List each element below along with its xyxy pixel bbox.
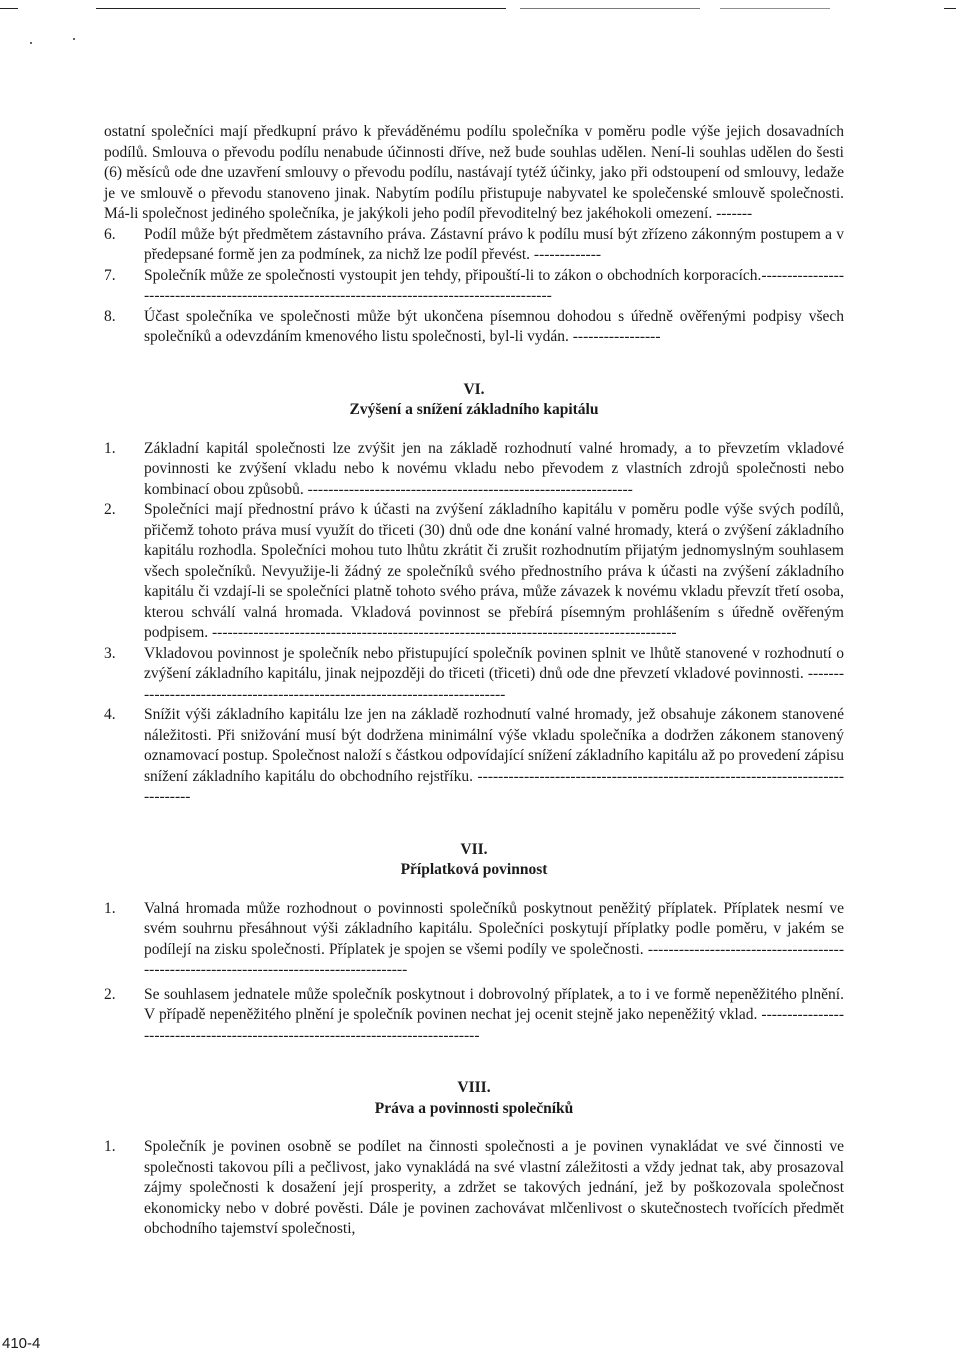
- item-text: Snížit výši základního kapitálu lze jen na základě rozhodnutí valné hromady, jež obsahuje zákonem stanovené náležitosti. Při snižování musí být dodržena minimální výše vkladu společníka a dodržen zákonem stanovený oznamovací postup. Společnost naloží s částkou odpovídající snížení základního kapitálu až po provedení zápisu snížení základního kapitálu do obchodního rejstříku. --------------------------------------------------------------------------------: [144, 706, 844, 805]
- item-text: Valná hromada může rozhodnout o povinnosti společníků poskytnout peněžitý příplatek. Příplatek nesmí ve svém souhrnu přesáhnout výši základního kapitálu. Společníci poskytují příplatky podle poměru, v jakém se podílejí na zisku společnosti. Příplatek je spojen se všemi podíly ve společnosti. -----------------------------------------------------------------------------------------: [144, 899, 844, 978]
- section-vii-title: Příplatková povinnost: [400, 861, 548, 878]
- scan-mark: [0, 8, 18, 9]
- item-text: Společník může ze společnosti vystoupit jen tehdy, připouští-li to zákon o obchodních korporacích.-----------------------------------------------------------------------------------------------: [144, 266, 844, 304]
- scan-speck: [30, 42, 32, 44]
- list-item: [104, 644, 844, 706]
- item-number: 2.: [104, 985, 116, 1003]
- item-number: 7.: [104, 266, 116, 284]
- list-item: [104, 225, 844, 266]
- list-item: [104, 985, 844, 1047]
- item-number: 1.: [104, 899, 116, 917]
- section-viii-number: VIII.: [457, 1079, 491, 1096]
- item-number: 4.: [104, 706, 116, 723]
- section-vii-number: VII.: [460, 840, 488, 858]
- intro-paragraph: ostatní společníci mají předkupní právo k převáděnému podílu společníka v poměru podle výše jejich dosavadních podílů. Smlouva o převodu podílu nenabude účinnosti dříve, než bude souhlas udělen. Není-li souhlas udělen do šesti (6) měsíců ode dne uzavření smlouvy o převodu podílu, nastávají tytéž účinky, jako při odstoupení od smlouvy, ledaže je ve smlouvě o převodu stanoveno jinak. Nabytím podílu přistupuje nabyvatel ke společenské smlouvě společnosti. Má-li společnost jediného společníka, je jakýkoli jeho podíl převoditelný bez jakéhokoli omezení. -------: [104, 123, 844, 222]
- scan-mark: [944, 8, 956, 9]
- list-item: [104, 266, 844, 307]
- scan-rule: [720, 8, 830, 9]
- section-vi-number: VI.: [463, 380, 485, 398]
- item-text: Společníci mají přednostní právo k účasti na zvýšení základního kapitálu v poměru podle výše svých podílů, přičemž tohoto práva musí využít do třiceti (30) dnů ode dne konání valné hromady, která o zvýšení základního kapitálu rozhodla. Společníci mohou tuto lhůtu zkrátit či zrušit rozhodnutím přijatým jednomyslným souhlasem všech společníků. Nevyužije-li žádný ze společníků svého přednostního práva k účasti na zvýšení základního kapitálu či vzdají-li se společníci platně tohoto svého práva, může závazek k novému vkladu převzít třetí osoba, kterou schválí valná hromada. Vkladová povinnost se přebírá písemným prohlášením s úředně ověřeným podpisem. ------------------------------------------------------------------------------------------: [144, 501, 844, 641]
- item-number: 1.: [104, 1138, 116, 1155]
- section-viii-title: Práva a povinnosti společníků: [374, 1099, 574, 1117]
- list-item: [104, 439, 844, 501]
- scan-speck: [73, 38, 75, 40]
- item-text: Podíl může být předmětem zástavního práva. Zástavní právo k podílu musí být zřízeno zákonným postupem a v předepsané formě jen za podmínek, za nichž lze podíl převést. -------------: [144, 225, 844, 263]
- scan-rule: [520, 8, 700, 9]
- list-item: [104, 500, 844, 644]
- scan-rule: [96, 8, 506, 9]
- list-item: [104, 1137, 844, 1240]
- section-vi-title: Zvýšení a snížení základního kapitálu: [349, 401, 599, 418]
- item-number: 3.: [104, 644, 116, 662]
- item-number: 1.: [104, 439, 116, 457]
- list-item: [104, 307, 844, 348]
- item-text: Společník je povinen osobně se podílet na činnosti společnosti a je povinen vynakládat ve své činnosti ve společnosti takovou píli a pečlivost, jako vynakládá na své vlastní záležitosti a vždy jednat tak, aby prosazoval zájmy společnosti k dosažení její prosperity, a zdržet se takových jednání, jež by poškozovala společnost ekonomicky nebo v dobré pověsti. Dále je povinen zachovávat mlčenlivost o skutečnostech tvořících předmět obchodního tajemství společnosti,: [144, 1138, 844, 1237]
- item-number: 8.: [104, 307, 116, 325]
- scan-top-artifacts: [0, 0, 960, 14]
- page-code: 410-4: [2, 1335, 41, 1352]
- item-number: 6.: [104, 225, 116, 243]
- item-text: Účast společníka ve společnosti může být ukončena písemnou dohodou s úředně ověřenými podpisy všech společníků a odevzdáním kmenového listu společnosti, byl-li vydán. -----------------: [144, 307, 844, 345]
- list-item: [104, 705, 844, 808]
- document-page: [104, 122, 844, 1240]
- item-number: 2.: [104, 501, 116, 518]
- item-text: Vkladovou povinnost je společník nebo přistupující společník povinen splnit ve lhůtě stanovené v rozhodnutí o zvýšení základního kapitálu, jinak nejpozději do třiceti (třiceti) dnů ode dne převzetí vkladové povinnosti. -----------------------------------------------------------------------------: [144, 644, 844, 703]
- item-text: Základní kapitál společnosti lze zvýšit jen na základě rozhodnutí valné hromady, a to převzetím vkladové povinnosti ke zvýšení vkladu nebo k novému vkladu nebo převodem z vlastních zdrojů společnosti nebo kombinací obou způsobů. ---------------------------------------------------------------: [144, 439, 844, 498]
- item-text: Se souhlasem jednatele může společník poskytnout i dobrovolný příplatek, a to i ve formě nepeněžitého plnění. V případě nepeněžitého plnění je společník povinen nechat jej ocenit stejně jako nepeněžitý vklad. ---------------------------------------------------------------------------------: [144, 985, 844, 1044]
- list-item: [104, 899, 844, 981]
